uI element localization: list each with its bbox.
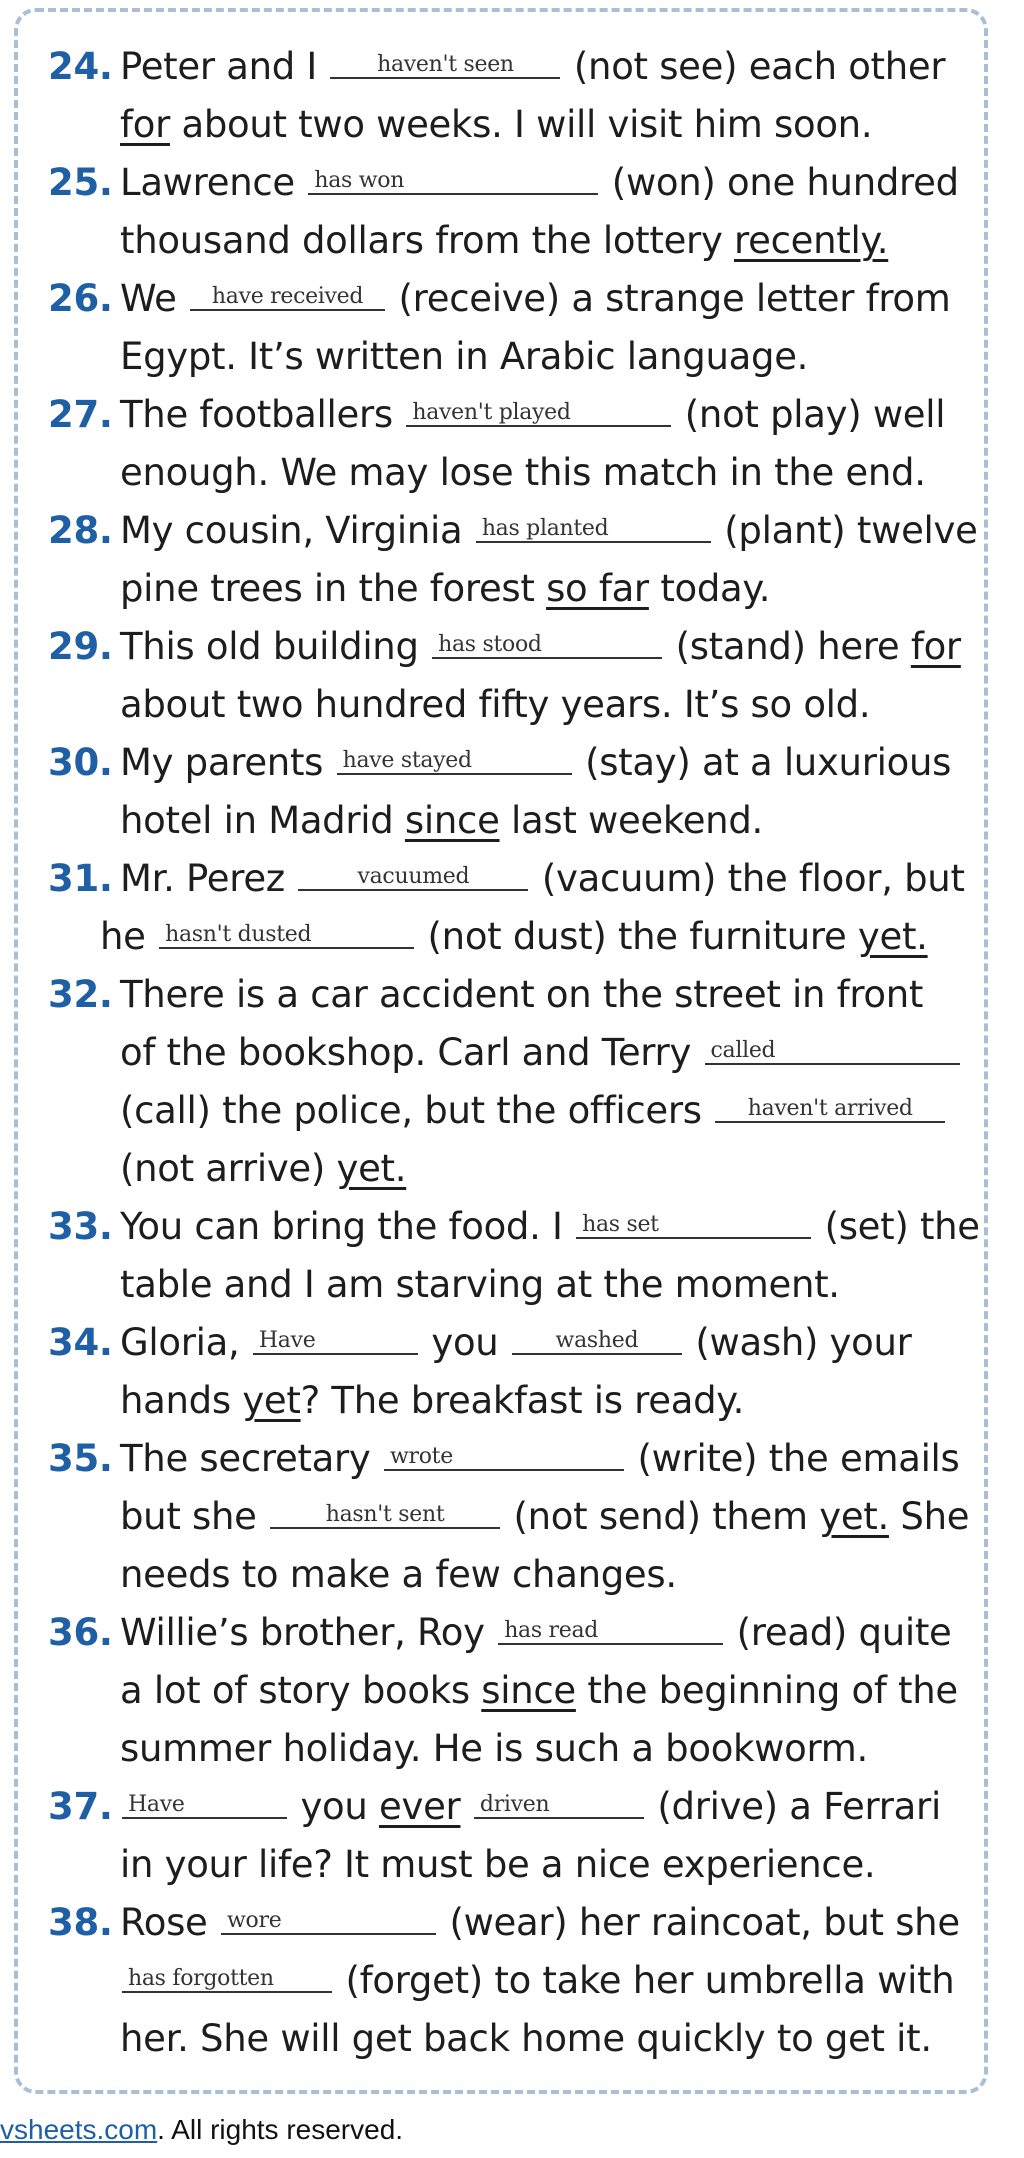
item-number: 38. xyxy=(48,1901,113,1944)
filled-answer: has won xyxy=(314,168,405,193)
sentence-line xyxy=(48,270,951,328)
filled-answer: haven't played xyxy=(412,400,571,425)
sentence-line xyxy=(120,1256,840,1314)
underlined-keyword: recently. xyxy=(734,219,889,262)
answer-blank[interactable] xyxy=(705,1025,960,1065)
sentence-text: (stay) at a luxurious xyxy=(573,741,952,784)
filled-answer: called xyxy=(710,1038,776,1063)
sentence-text: (read) quite xyxy=(725,1611,952,1654)
sentence-text: today. xyxy=(648,567,771,610)
sentence-line xyxy=(120,96,872,154)
sentence-text: her. She will get back home quickly to get it. xyxy=(120,2017,932,2060)
sentence-line xyxy=(48,618,961,676)
answer-blank[interactable] xyxy=(474,1779,644,1819)
underlined-keyword: yet xyxy=(242,1379,301,1422)
sentence-text: enough. We may lose this match in the end. xyxy=(120,451,926,494)
item-number: 24. xyxy=(48,45,113,88)
sentence-text: (not arrive) xyxy=(120,1147,337,1190)
sentence-line xyxy=(48,1778,941,1836)
filled-answer: hasn't dusted xyxy=(165,922,312,947)
sentence-line xyxy=(48,154,959,212)
sentence-text: (drive) a Ferrari xyxy=(645,1785,941,1828)
item-number: 33. xyxy=(48,1205,113,1248)
sentence-text: You can bring the food. I xyxy=(120,1205,575,1248)
sentence-text xyxy=(460,1785,471,1828)
sentence-line xyxy=(48,1314,912,1372)
sentence-line xyxy=(48,734,951,792)
sentence-text: you xyxy=(419,1321,510,1364)
item-number: 29. xyxy=(48,625,113,668)
sentence-line xyxy=(120,1836,875,1894)
answer-blank[interactable] xyxy=(406,387,671,427)
sentence-line xyxy=(120,328,808,386)
sentence-text: My cousin, Virginia xyxy=(120,509,474,552)
sentence-text: about two weeks. I will visit him soon. xyxy=(169,103,873,146)
sentence-line xyxy=(48,1604,952,1662)
sentence-line xyxy=(120,1082,947,1140)
sentence-line xyxy=(100,908,928,966)
sentence-text: This old building xyxy=(120,625,431,668)
sentence-text: in your life? It must be a nice experience. xyxy=(120,1843,876,1886)
sentence-text: Mr. Perez xyxy=(120,857,297,900)
rights-text: . All rights reserved. xyxy=(157,2114,404,2145)
sentence-text: My parents xyxy=(120,741,335,784)
sentence-line xyxy=(120,1140,406,1198)
sentence-text: We xyxy=(120,277,189,320)
sentence-text: a lot of story books xyxy=(120,1669,482,1712)
filled-answer: driven xyxy=(479,1792,550,1817)
sentence-text: (not dust) the furniture xyxy=(416,915,858,958)
sentence-text: you xyxy=(289,1785,380,1828)
answer-blank[interactable] xyxy=(298,851,528,891)
underlined-keyword: since xyxy=(481,1669,576,1712)
sentence-text: (not see) each other xyxy=(562,45,946,88)
sentence-text: hotel in Madrid xyxy=(120,799,405,842)
sentence-text: (vacuum) the floor, but xyxy=(530,857,965,900)
filled-answer: has set xyxy=(582,1212,659,1237)
sentence-text: Egypt. It’s written in Arabic language. xyxy=(120,335,809,378)
sentence-line xyxy=(120,212,888,270)
filled-answer: have received xyxy=(211,284,364,309)
filled-answer: has planted xyxy=(481,516,609,541)
filled-answer: wrote xyxy=(389,1444,453,1469)
sentence-text: (forget) to take her umbrella with xyxy=(334,1959,955,2002)
underlined-keyword: yet. xyxy=(857,915,928,958)
sentence-line xyxy=(120,676,870,734)
filled-answer: wore xyxy=(227,1908,282,1933)
underlined-keyword: so far xyxy=(546,567,649,610)
sentence-text: (wear) her raincoat, but she xyxy=(438,1901,960,1944)
answer-blank[interactable] xyxy=(337,735,572,775)
sentence-text: Rose xyxy=(120,1901,219,1944)
underlined-keyword: yet. xyxy=(336,1147,407,1190)
item-number: 32. xyxy=(48,973,113,1016)
answer-blank[interactable] xyxy=(498,1605,723,1645)
answer-blank[interactable] xyxy=(190,271,385,311)
sentence-text: Peter and I xyxy=(120,45,329,88)
sentence-text: ? The breakfast is ready. xyxy=(300,1379,745,1422)
sentence-text: he xyxy=(100,915,158,958)
sentence-line xyxy=(120,1488,969,1546)
sentence-line xyxy=(120,2010,932,2068)
sentence-line xyxy=(120,1546,677,1604)
sentence-text: summer holiday. He is such a bookworm. xyxy=(120,1727,868,1770)
item-number: 37. xyxy=(48,1785,113,1828)
sentence-line xyxy=(48,1430,960,1488)
site-link[interactable]: vsheets.com xyxy=(0,2114,158,2145)
item-number: 27. xyxy=(48,393,113,436)
sentence-text: table and I am starving at the moment. xyxy=(120,1263,840,1306)
sentence-text: (won) one hundred xyxy=(600,161,959,204)
sentence-text: needs to make a few changes. xyxy=(120,1553,677,1596)
sentence-line xyxy=(120,560,770,618)
sentence-text: (stand) here xyxy=(664,625,911,668)
sentence-line xyxy=(120,1662,958,1720)
filled-answer: haven't arrived xyxy=(747,1096,913,1121)
underlined-keyword: for xyxy=(910,625,961,668)
sentence-text: the beginning of the xyxy=(575,1669,958,1712)
answer-blank[interactable] xyxy=(330,39,560,79)
sentence-text: (wash) your xyxy=(683,1321,912,1364)
sentence-text: last weekend. xyxy=(499,799,763,842)
answer-blank[interactable] xyxy=(122,1953,332,1993)
sentence-line xyxy=(48,1198,980,1256)
filled-answer: has read xyxy=(504,1618,599,1643)
sentence-text: about two hundred fifty years. It’s so old. xyxy=(120,683,871,726)
sentence-text: (not send) them xyxy=(502,1495,820,1538)
item-number: 31. xyxy=(48,857,113,900)
filled-answer: has stood xyxy=(438,632,542,657)
sentence-line xyxy=(120,792,763,850)
filled-answer: have stayed xyxy=(342,748,472,773)
underlined-keyword: yet. xyxy=(819,1495,889,1538)
filled-answer: has forgotten xyxy=(128,1966,274,1991)
answer-blank[interactable] xyxy=(253,1315,418,1355)
answer-blank[interactable] xyxy=(159,909,414,949)
sentence-text: There is a car accident on the street in front xyxy=(120,973,924,1016)
sentence-line xyxy=(120,444,926,502)
answer-blank[interactable] xyxy=(715,1083,945,1123)
sentence-text: (set) the xyxy=(813,1205,980,1248)
item-number: 35. xyxy=(48,1437,113,1480)
sentence-line xyxy=(48,850,965,908)
sentence-text: (write) the emails xyxy=(625,1437,960,1480)
sentence-text: of the bookshop. Carl and Terry xyxy=(120,1031,703,1074)
filled-answer: Have xyxy=(258,1328,316,1353)
sentence-line xyxy=(48,386,945,444)
sentence-line xyxy=(48,38,945,96)
underlined-keyword: for xyxy=(120,103,170,146)
answer-blank[interactable] xyxy=(270,1489,500,1529)
sentence-text: (not play) well xyxy=(673,393,946,436)
item-number: 30. xyxy=(48,741,113,784)
answer-blank[interactable] xyxy=(476,503,711,543)
sentence-text: The footballers xyxy=(120,393,405,436)
sentence-text: Willie’s brother, Roy xyxy=(120,1611,497,1654)
sentence-line xyxy=(120,1720,868,1778)
sentence-line xyxy=(48,1894,960,1952)
sentence-line xyxy=(48,502,978,560)
filled-answer: vacuumed xyxy=(357,864,470,889)
sentence-text: thousand dollars from the lottery xyxy=(120,219,735,262)
sentence-line xyxy=(120,1952,954,2010)
sentence-line xyxy=(120,1372,744,1430)
underlined-keyword: ever xyxy=(379,1785,461,1828)
answer-blank[interactable] xyxy=(122,1779,287,1819)
sentence-text: hands xyxy=(120,1379,243,1422)
sentence-text: pine trees in the forest xyxy=(120,567,547,610)
filled-answer: Have xyxy=(128,1792,185,1817)
sentence-text: (receive) a strange letter from xyxy=(387,277,951,320)
answer-blank[interactable] xyxy=(221,1895,436,1935)
copyright-footer xyxy=(0,2110,403,2150)
answer-blank[interactable] xyxy=(308,155,598,195)
item-number: 36. xyxy=(48,1611,113,1654)
filled-answer: washed xyxy=(555,1328,639,1353)
answer-blank[interactable] xyxy=(576,1199,811,1239)
filled-answer: haven't seen xyxy=(377,52,514,77)
underlined-keyword: since xyxy=(404,799,500,842)
sentence-text: She xyxy=(888,1495,970,1538)
sentence-text: The secretary xyxy=(120,1437,382,1480)
answer-blank[interactable] xyxy=(384,1431,624,1471)
item-number: 28. xyxy=(48,509,113,552)
answer-blank[interactable] xyxy=(432,619,662,659)
filled-answer: hasn't sent xyxy=(325,1502,445,1527)
sentence-text: but she xyxy=(120,1495,269,1538)
item-number: 26. xyxy=(48,277,113,320)
item-number: 34. xyxy=(48,1321,113,1364)
sentence-text: (plant) twelve xyxy=(712,509,978,552)
item-number: 25. xyxy=(48,161,113,204)
sentence-text: Lawrence xyxy=(120,161,307,204)
sentence-line xyxy=(48,966,923,1024)
sentence-text: (call) the police, but the officers xyxy=(120,1089,714,1132)
answer-blank[interactable] xyxy=(512,1315,682,1355)
sentence-line xyxy=(120,1024,962,1082)
sentence-text: Gloria, xyxy=(120,1321,251,1364)
